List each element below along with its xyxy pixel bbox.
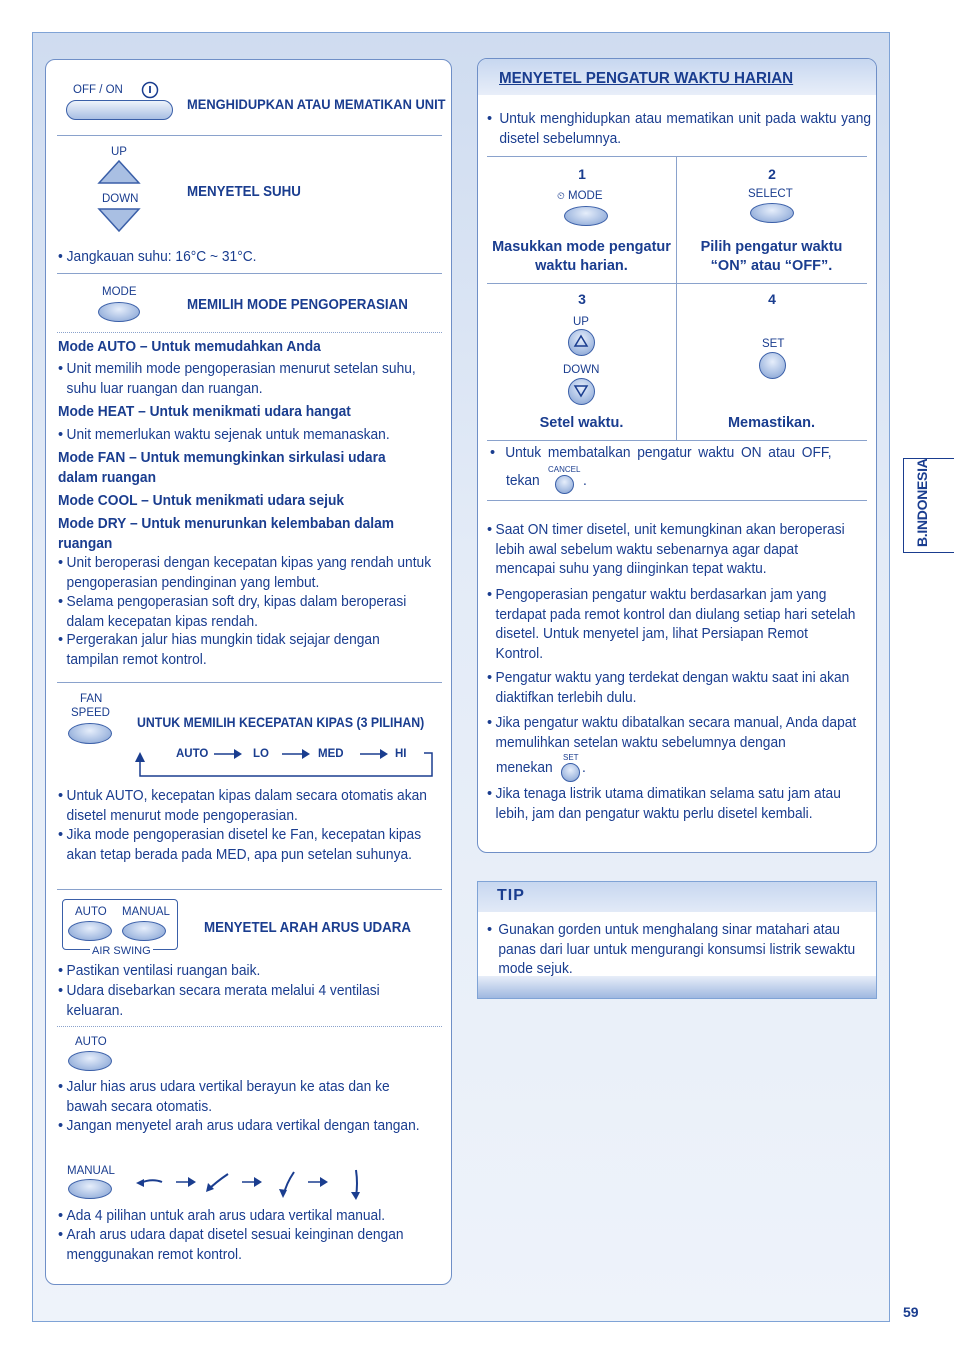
down-triangle-icon (574, 385, 588, 397)
offon-button[interactable] (66, 100, 173, 120)
offon-title: MENGHIDUPKAN ATAU MEMATIKAN UNIT (187, 96, 446, 112)
fan-seq-med: MED (318, 748, 344, 760)
period: . (582, 760, 586, 776)
manual-swing-button[interactable] (68, 1179, 112, 1199)
offon-label: OFF / ON (73, 84, 123, 96)
step-3-up-button[interactable] (568, 329, 595, 356)
step-2-button-label: SELECT (748, 188, 793, 200)
period: . (583, 473, 587, 489)
list-item: • Jika mode pengoperasian disetel ke Fan, kecepatan kipas akan tetap berada pada MED, apa pun setelan suhunya. (58, 827, 422, 863)
mode-title: MEMILIH MODE PENGOPERASIAN (187, 297, 408, 313)
tip-title: TIP (497, 887, 525, 904)
heat-mode-title: Mode HEAT – Untuk menikmati udara hangat (58, 404, 351, 420)
step-3-number: 3 (578, 291, 586, 307)
list-item: • Jalur hias arus udara vertikal berayun ke atas dan ke bawah secara otomatis. (58, 1079, 390, 1115)
divider (487, 156, 867, 157)
fan-speed-button[interactable] (68, 723, 112, 744)
fan-title: UNTUK MEMILIH KECEPATAN KIPAS (3 PILIHAN) (137, 714, 425, 730)
up-arrow-button[interactable] (97, 159, 141, 185)
divider (487, 440, 867, 441)
step-2-number: 2 (768, 166, 776, 182)
step-3-up-label: UP (573, 316, 589, 328)
timer-title: MENYETEL PENGATUR WAKTU HARIAN (499, 70, 794, 87)
cancel-tekan: tekan (506, 473, 540, 489)
power-icon (141, 81, 159, 99)
fan-mode-title: Mode FAN – Untuk memungkinkan sirkulasi udara dalam ruangan (58, 450, 386, 486)
list-item: • Unit memerlukan waktu sejenak untuk memanaskan. (58, 427, 390, 443)
swing-manual-label: MANUAL (122, 906, 170, 918)
auto-label: AUTO (75, 1036, 107, 1048)
fan-seq-auto: AUTO (176, 748, 209, 760)
cancel-label: CANCEL (548, 465, 581, 474)
list-item: • Untuk AUTO, kecepatan kipas dalam secara otomatis akan disetel menurut mode pengoperasian. (58, 788, 427, 824)
up-label: UP (111, 146, 127, 158)
step-1-number: 1 (578, 166, 586, 182)
step-2-select-button[interactable] (750, 203, 794, 223)
set-small-label: SET (563, 753, 579, 762)
list-item: • Pergerakan jalur hias mungkin tidak sejajar dengan tampilan remot kontrol. (58, 632, 380, 668)
step-1-mode-button[interactable] (564, 206, 608, 226)
temp-range: • Jangkauan suhu: 16°C ~ 31°C. (58, 249, 257, 265)
step-4-number: 4 (768, 291, 776, 307)
step-4-set-button[interactable] (759, 352, 786, 379)
step-3-text: Setel waktu. (539, 415, 624, 431)
timer-note: • Jika tenaga listrik utama dimatikan selama satu jam atau lebih, jam dan pengatur waktu perlu disetel kembali. (487, 786, 841, 822)
set-small-button[interactable] (561, 763, 580, 782)
step-3-down-button[interactable] (568, 378, 595, 405)
manual-label: MANUAL (67, 1165, 115, 1177)
divider (676, 156, 677, 440)
timer-note: • Jika pengatur waktu dibatalkan secara manual, Anda dapat memulihkan setelan waktu sebelumnya dengan (487, 715, 857, 751)
mode-button[interactable] (98, 302, 140, 322)
cool-mode-title: Mode COOL – Untuk menikmati udara sejuk (58, 493, 345, 509)
tip-text: • Gunakan gorden untuk menghalang sinar matahari atau panas dari luar untuk mengurangi konsumsi listrik sewaktu mode sejuk. (487, 922, 856, 977)
timer-intro: • Untuk menghidupkan atau mematikan unit pada waktu yang disetel sebelumnya. (487, 111, 872, 147)
swing-manual-button[interactable] (122, 921, 166, 941)
step-1-button-label: MODE (568, 190, 603, 202)
swing-auto-button[interactable] (68, 921, 112, 941)
timer-note: • Saat ON timer disetel, unit kemungkinan akan beroperasi lebih awal sebelum waktu sebenarnya agar dapat mencapai suhu yang diinginkan tepat waktu. (487, 522, 845, 577)
temp-title: MENYETEL SUHU (187, 184, 301, 200)
step-4-button-label: SET (762, 338, 785, 350)
list-item: • Jangan menyetel arah arus udara vertikal dengan tangan. (58, 1118, 420, 1134)
list-item: • Ada 4 pilihan untuk arah arus udara vertikal manual. (58, 1208, 386, 1224)
cancel-note: • Untuk membatalkan pengatur waktu ON atau OFF, (490, 445, 832, 461)
divider (57, 889, 442, 890)
divider (57, 682, 442, 683)
divider (57, 1026, 442, 1027)
menekan-text: menekan (496, 760, 553, 776)
down-arrow-button[interactable] (97, 207, 141, 233)
up-triangle-icon (574, 335, 588, 347)
list-item: • Pastikan ventilasi ruangan baik. (58, 963, 261, 979)
manual-direction-diagram (136, 1168, 366, 1202)
divider (57, 332, 442, 333)
divider (487, 500, 867, 501)
swing-auto-label: AUTO (75, 906, 107, 918)
swing-title: MENYETEL ARAH ARUS UDARA (204, 920, 412, 936)
dry-mode-title: Mode DRY – Untuk menurunkan kelembaban dalam ruangan (58, 516, 395, 552)
list-item: • Unit memilih mode pengoperasian menurut setelan suhu, suhu luar ruangan dan ruangan. (58, 361, 416, 397)
auto-swing-button[interactable] (68, 1051, 112, 1071)
down-label: DOWN (102, 193, 139, 205)
cancel-button[interactable] (555, 475, 574, 494)
fan-seq-lo: LO (253, 748, 269, 760)
language-side-tab: B.INDONESIA (903, 458, 954, 553)
list-item: • Unit beroperasi dengan kecepatan kipas yang rendah untuk pengoperasian pendinginan yang lembut. (58, 555, 432, 591)
timer-note: • Pengatur waktu yang terdekat dengan waktu saat ini akan diaktifkan terlebih dulu. (487, 670, 850, 706)
list-item: • Selama pengoperasian soft dry, kipas dalam beroperasi dalam kecepatan kipas rendah. (58, 594, 407, 630)
step-4-text: Memastikan. (727, 415, 816, 431)
auto-mode-title: Mode AUTO – Untuk memudahkan Anda (58, 339, 321, 355)
divider (487, 283, 867, 284)
speed-label: SPEED (71, 707, 110, 719)
tip-title-bar (478, 882, 876, 912)
step-3-down-label: DOWN (563, 364, 600, 376)
step-1-text: Masukkan mode pengatur waktu harian. (492, 239, 671, 274)
page-number: 59 (903, 1304, 919, 1320)
step-2-text: Pilih pengatur waktu “ON” atau “OFF”. (700, 239, 843, 274)
fan-label: FAN (80, 693, 103, 705)
mode-label: MODE (102, 286, 137, 298)
list-item: • Udara disebarkan secara merata melalui 4 ventilasi keluaran. (58, 983, 380, 1019)
list-item: • Arah arus udara dapat disetel sesuai keinginan dengan menggunakan remot kontrol. (58, 1227, 404, 1263)
divider (57, 135, 442, 136)
divider (57, 273, 442, 274)
air-swing-label: AIR SWING (92, 945, 151, 957)
timer-clock-icon: ⏲ (557, 191, 565, 202)
fan-seq-hi: HI (395, 748, 407, 760)
timer-note: • Pengoperasian pengatur waktu berdasarkan jam yang terdapat pada remot kontrol dan diulang setiap hari setelah disetel. Untuk menyetel jam, lihat Persiapan Remot Kontrol. (487, 587, 856, 662)
